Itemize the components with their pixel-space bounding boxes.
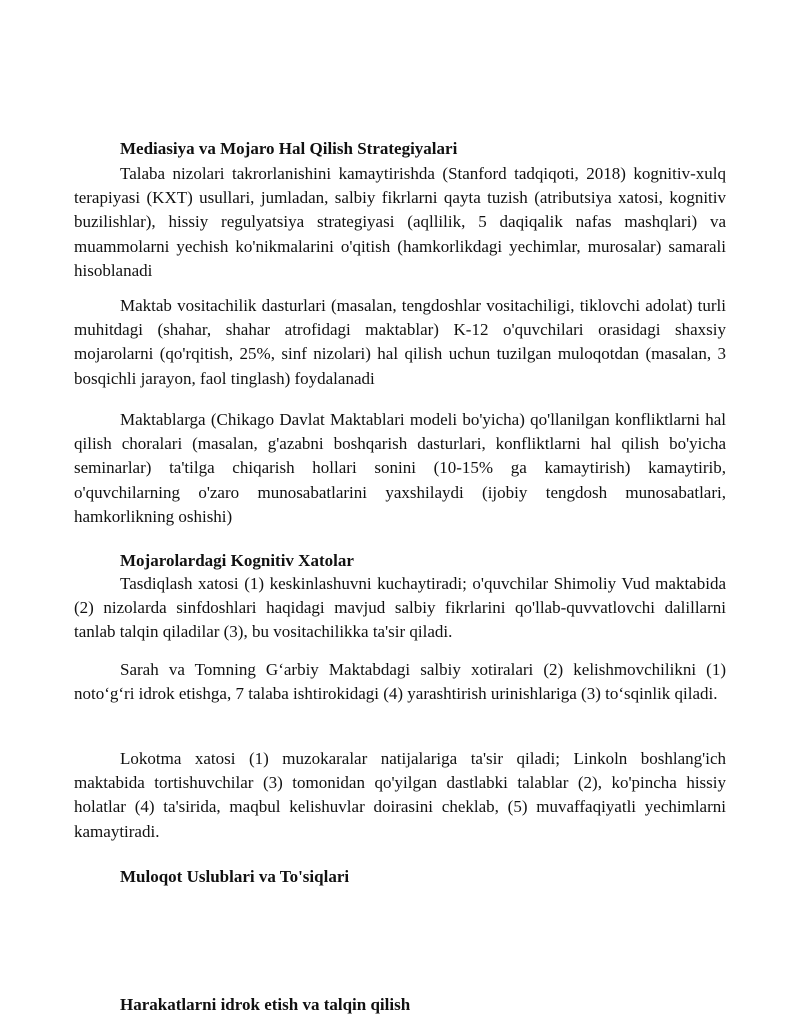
paragraph-mediation-1: Talaba nizolari takrorlanishini kamaytirishda (Stanford tadqiqoti, 2018) kognitiv-xulq terapiyasi (KXT) usullari, jumladan, salbiy fikrlarni qayta tuzish (atributsiya xatosi, kognitiv buzilishlar), hissiy regulyatsiya strategiyasi (aqllilik, 5 daqiqalik nafas mashqlari) va muammolarni yechish ko'nikmalarini o'qitish (hamkorlikdagi yechimlar, murosalar) samarali hisoblanadi [74, 164, 726, 280]
paragraph-mediation-3: Maktablarga (Chikago Davlat Maktablari modeli bo'yicha) qo'llanilgan konfliktlarni hal qilish choralari (masalan, g'azabni boshqarish dasturlari, konfliktlarni hal qilish bo'yicha seminarlar) ta'tilga chiqarish hollari sonini (10-15% ga kamaytirish) kamaytirib, o'quvchilarning o'zaro munosabatlarini yaxshilaydi (ijobiy tengdosh munosabatlari, hamkorlikning oshishi) [74, 410, 726, 526]
paragraph-cognitive-1: Tasdiqlash xatosi (1) keskinlashuvni kuchaytiradi; o'quvchilar Shimoliy Vud maktabida (2) nizolarda sinfdoshlari haqidagi mavjud salbiy fikrlarini qo'llab-quvvatlovchi dalillarni tanlab talqin qiladilar (3), bu vositachilikka ta'sir qiladi. [74, 574, 726, 642]
paragraph-cognitive-3: Lokotma xatosi (1) muzokaralar natijalariga ta'sir qiladi; Linkoln boshlang'ich maktabida tortishuvchilar (3) tomonidan qo'yilgan dastlabki talablar (2), ko'pincha hissiy holatlar (4) ta'sirida, maqbul kelishuvlar doirasini cheklab, (5) muvaffaqiyatli yechimlarni kamaytiradi. [74, 749, 726, 841]
section-heading-perception: Harakatlarni idrok etish va talqin qilish [120, 995, 411, 1014]
section-heading-mediation: Mediasiya va Mojaro Hal Qilish Strategiyalari [120, 139, 458, 158]
paragraph-cognitive-2: Sarah va Tomning G‘arbiy Maktabdagi salbiy xotiralari (2) kelishmovchilikni (1) noto‘g‘ri idrok etishga, 7 talaba ishtirokidagi (4) yarashtirish urinishlariga (3) to‘sqinlik qiladi. [74, 660, 726, 704]
paragraph-mediation-2: Maktab vositachilik dasturlari (masalan, tengdoshlar vositachiligi, tiklovchi adolat) turli muhitdagi (shahar, shahar atrofidagi maktablar) K-12 o'quvchilari orasidagi shaxsiy mojarolarni (qo'rqitish, 25%, sinf nizolari) hal qilish uchun tuzilgan muloqotdan (masalan, 3 bosqichli jarayon, faol tinglash) foydalanadi [74, 296, 726, 388]
section-heading-communication: Muloqot Uslublari va To'siqlari [120, 867, 350, 886]
section-heading-cognitive-errors: Mojarolardagi Kognitiv Xatolar [120, 551, 354, 570]
